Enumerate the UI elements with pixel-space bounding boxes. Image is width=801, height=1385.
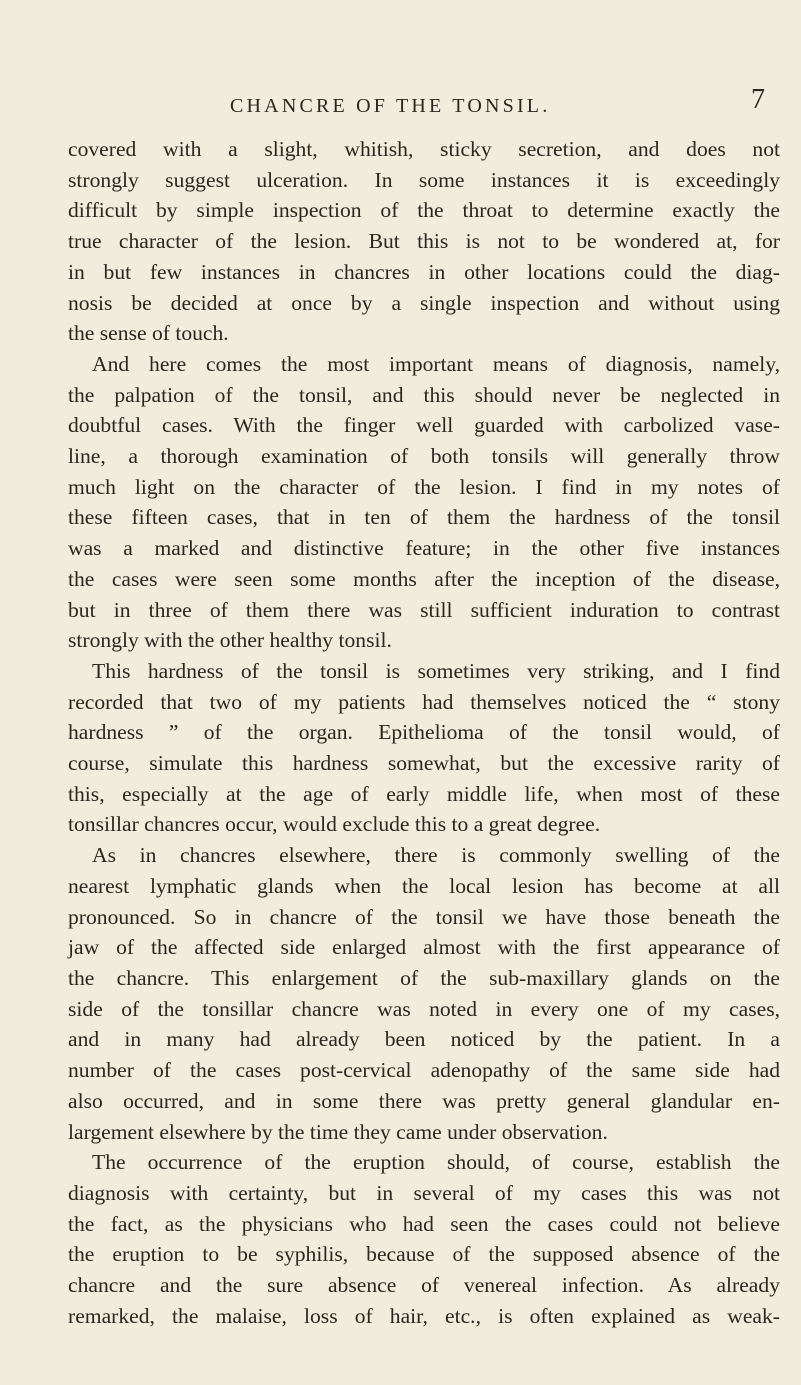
text-line: As in chancres elsewhere, there is commonly swelling of the [92,843,780,868]
text-line: the chancre. This enlargement of the sub-maxillary glands on the [68,965,780,990]
text-line: largement elsewhere by the time they came under observation. [68,1119,608,1144]
text-line: the fact, as the physicians who had seen the cases could not believe [68,1211,780,1236]
text-line: this, especially at the age of early middle life, when most of these [68,781,780,806]
text-line: side of the tonsillar chancre was noted in every one of my cases, [68,996,780,1021]
text-line: pronounced. So in chancre of the tonsil we have those beneath the [68,904,780,929]
text-line: nearest lymphatic glands when the local lesion has become at all [68,873,780,898]
text-line: and in many had already been noticed by the patient. In a [68,1027,780,1052]
text-line: in but few instances in chancres in other locations could the diag- [68,259,780,284]
body-text [68,134,780,1331]
text-line: number of the cases post-cervical adenopathy of the same side had [68,1058,780,1083]
text-line: And here comes the most important means of diagnosis, namely, [92,351,780,376]
text-line: but in three of them there was still sufficient induration to contrast [68,597,780,622]
text-line: strongly suggest ulceration. In some instances it is exceedingly [68,167,780,192]
text-line: jaw of the affected side enlarged almost with the first appearance of [68,935,780,960]
text-line: strongly with the other healthy tonsil. [68,628,392,653]
page-number: 7 [751,84,765,115]
text-line: chancre and the sure absence of venereal infection. As already [68,1273,780,1298]
text-line: the cases were seen some months after the inception of the disease, [68,566,780,591]
text-line: the sense of touch. [68,321,229,346]
text-line: also occurred, and in some there was pretty general glandular en- [68,1088,780,1113]
text-line: hardness ” of the organ. Epithelioma of the tonsil would, of [68,720,780,745]
running-title: CHANCRE OF THE TONSIL. [230,95,551,117]
text-line: these fifteen cases, that in ten of them the hardness of the tonsil [68,505,780,530]
text-line: course, simulate this hardness somewhat, but the excessive rarity of [68,751,780,776]
text-line: much light on the character of the lesion. I find in my notes of [68,474,780,499]
text-line: the palpation of the tonsil, and this should never be neglected in [68,382,780,407]
text-line: nosis be decided at once by a single inspection and without using [68,290,780,315]
text-line: The occurrence of the eruption should, of course, establish the [92,1150,780,1175]
text-line: was a marked and distinctive feature; in the other five instances [68,536,780,561]
text-line: the eruption to be syphilis, because of the supposed absence of the [68,1242,780,1267]
text-line: true character of the lesion. But this is not to be wondered at, for [68,229,780,254]
text-line: line, a thorough examination of both tonsils will generally throw [68,444,780,469]
text-line: This hardness of the tonsil is sometimes very striking, and I find [92,658,780,683]
text-line: diagnosis with certainty, but in several of my cases this was not [68,1180,780,1205]
text-line: tonsillar chancres occur, would exclude this to a great degree. [68,812,601,837]
text-line: difficult by simple inspection of the throat to determine exactly the [68,198,780,223]
text-line: doubtful cases. With the finger well guarded with carbolized vase- [68,413,780,438]
text-line: covered with a slight, whitish, sticky secretion, and does not [68,137,780,161]
text-line: recorded that two of my patients had themselves noticed the “ stony [68,689,780,714]
text-line: remarked, the malaise, loss of hair, etc., is often explained as weak- [68,1303,780,1328]
